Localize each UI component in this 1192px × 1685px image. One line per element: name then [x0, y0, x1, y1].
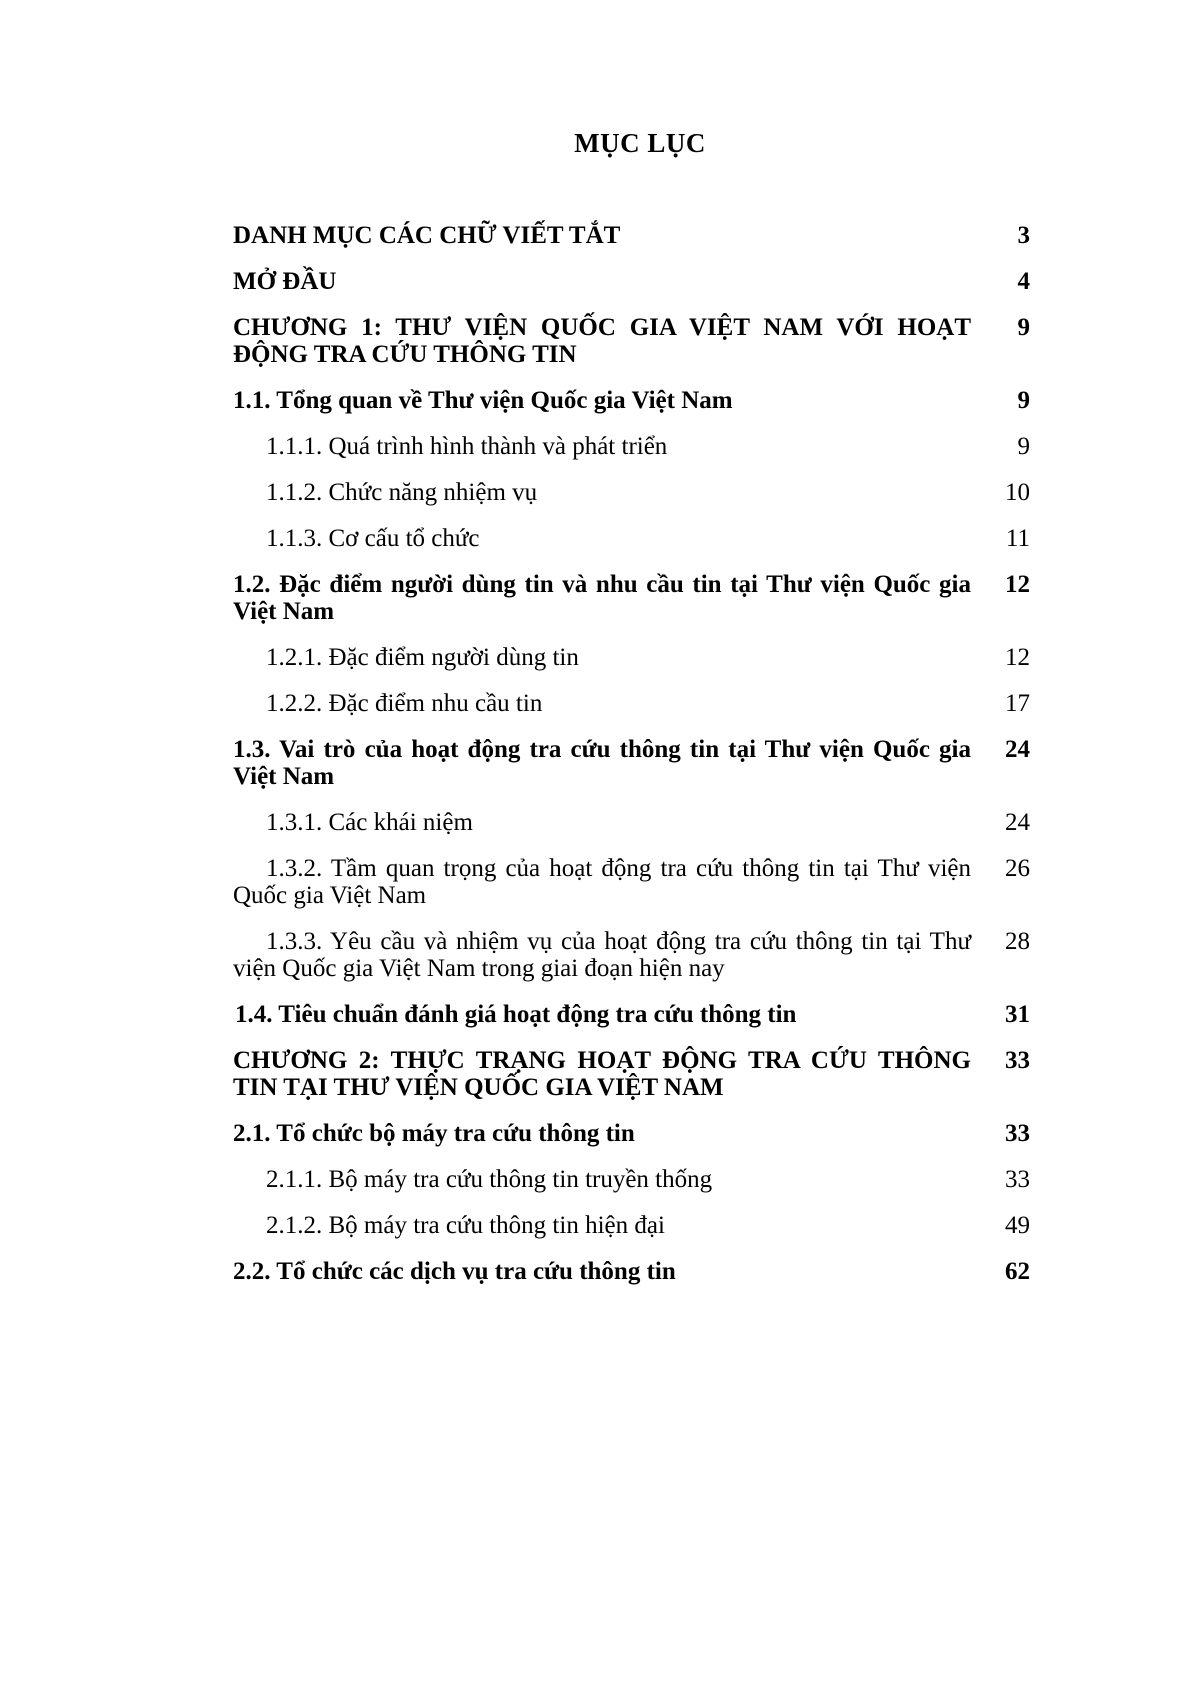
toc-entry-text: CHƯƠNG 2: THỰC TRẠNG HOẠT ĐỘNG TRA CỨU THÔNG TIN TẠI THƯ VIỆN QUỐC GIA VIỆT NAM	[233, 1047, 971, 1101]
toc-entry-page: 62	[1005, 1258, 1030, 1285]
toc-entry-page: 9	[1017, 433, 1030, 460]
toc-entry[interactable]	[233, 479, 1030, 506]
toc-entry-text: 2.2. Tổ chức các dịch vụ tra cứu thông tin	[233, 1258, 676, 1285]
toc-entry-page: 33	[1005, 1047, 1030, 1074]
toc-entry-page: 24	[1005, 809, 1030, 836]
toc-entry-text: 1.3.2. Tầm quan trọng của hoạt động tra cứu thông tin tại Thư viện Quốc gia Việt Nam	[233, 855, 971, 909]
toc-entry[interactable]	[233, 1001, 1030, 1028]
toc-entry[interactable]	[233, 1166, 1030, 1193]
toc-entry-page: 12	[1005, 644, 1030, 671]
toc-entry[interactable]	[233, 1120, 1030, 1147]
toc-entry-page: 33	[1005, 1166, 1030, 1193]
toc-entry[interactable]	[233, 222, 1030, 249]
toc-entry[interactable]	[233, 736, 1030, 790]
toc-entry[interactable]	[233, 1212, 1030, 1239]
toc-entry-text: 1.1.1. Quá trình hình thành và phát triển	[266, 433, 668, 460]
toc-entry-text: 1.4. Tiêu chuẩn đánh giá hoạt động tra cứu thông tin	[235, 1001, 797, 1028]
toc-entry-page: 10	[1005, 479, 1030, 506]
toc-entry-text: 2.1.1. Bộ máy tra cứu thông tin truyền thống	[266, 1166, 713, 1193]
toc-entry-text: 2.1.2. Bộ máy tra cứu thông tin hiện đại	[266, 1212, 665, 1239]
toc-entry-page: 28	[1005, 928, 1030, 955]
toc-entry[interactable]	[233, 809, 1030, 836]
table-of-contents	[233, 222, 1030, 1285]
toc-entry-page: 17	[1005, 690, 1030, 717]
toc-entry-text: 1.2. Đặc điểm người dùng tin và nhu cầu tin tại Thư viện Quốc gia Việt Nam	[233, 571, 971, 625]
toc-entry-page: 9	[1017, 314, 1030, 341]
toc-entry[interactable]	[233, 1258, 1030, 1285]
toc-entry[interactable]	[233, 268, 1030, 295]
toc-entry-page: 12	[1005, 571, 1030, 598]
toc-entry[interactable]	[233, 690, 1030, 717]
toc-entry[interactable]	[233, 525, 1030, 552]
toc-entry-page: 11	[1005, 525, 1030, 552]
toc-entry[interactable]	[233, 928, 1030, 982]
toc-entry-page: 4	[1017, 268, 1030, 295]
toc-entry-page: 33	[1005, 1120, 1030, 1147]
toc-entry-text: MỞ ĐẦU	[233, 268, 337, 295]
toc-entry-text: 1.1.2. Chức năng nhiệm vụ	[266, 479, 538, 506]
toc-entry-text: CHƯƠNG 1: THƯ VIỆN QUỐC GIA VIỆT NAM VỚI HOẠT ĐỘNG TRA CỨU THÔNG TIN	[233, 314, 971, 368]
toc-entry-text: 1.2.2. Đặc điểm nhu cầu tin	[266, 690, 543, 717]
toc-entry-text: DANH MỤC CÁC CHỮ VIẾT TẮT	[233, 222, 621, 249]
toc-entry-text: 2.1. Tổ chức bộ máy tra cứu thông tin	[233, 1120, 635, 1147]
toc-entry[interactable]	[233, 571, 1030, 625]
toc-entry-page: 9	[1017, 387, 1030, 414]
page-title: MỤC LỤC	[574, 128, 706, 158]
toc-entry-text: 1.1.3. Cơ cấu tổ chức	[266, 525, 480, 552]
toc-entry[interactable]	[233, 314, 1030, 368]
toc-entry-page: 3	[1017, 222, 1030, 249]
toc-entry-text: 1.2.1. Đặc điểm người dùng tin	[266, 644, 579, 671]
toc-entry-text: 1.3.3. Yêu cầu và nhiệm vụ của hoạt động tra cứu thông tin tại Thư viện Quốc gia Việt Nam trong giai đoạn hiện nay	[233, 928, 971, 982]
toc-entry-text: 1.1. Tổng quan về Thư viện Quốc gia Việt Nam	[233, 387, 733, 414]
toc-entry[interactable]	[233, 433, 1030, 460]
toc-entry-text: 1.3. Vai trò của hoạt động tra cứu thông tin tại Thư viện Quốc gia Việt Nam	[233, 736, 971, 790]
toc-entry-page: 49	[1005, 1212, 1030, 1239]
toc-entry-page: 24	[1005, 736, 1030, 763]
toc-entry[interactable]	[233, 387, 1030, 414]
toc-entry[interactable]	[233, 644, 1030, 671]
toc-entry[interactable]	[233, 855, 1030, 909]
toc-entry-text: 1.3.1. Các khái niệm	[266, 809, 473, 836]
toc-entry[interactable]	[233, 1047, 1030, 1101]
toc-entry-page: 26	[1005, 855, 1030, 882]
toc-entry-page: 31	[1005, 1001, 1030, 1028]
